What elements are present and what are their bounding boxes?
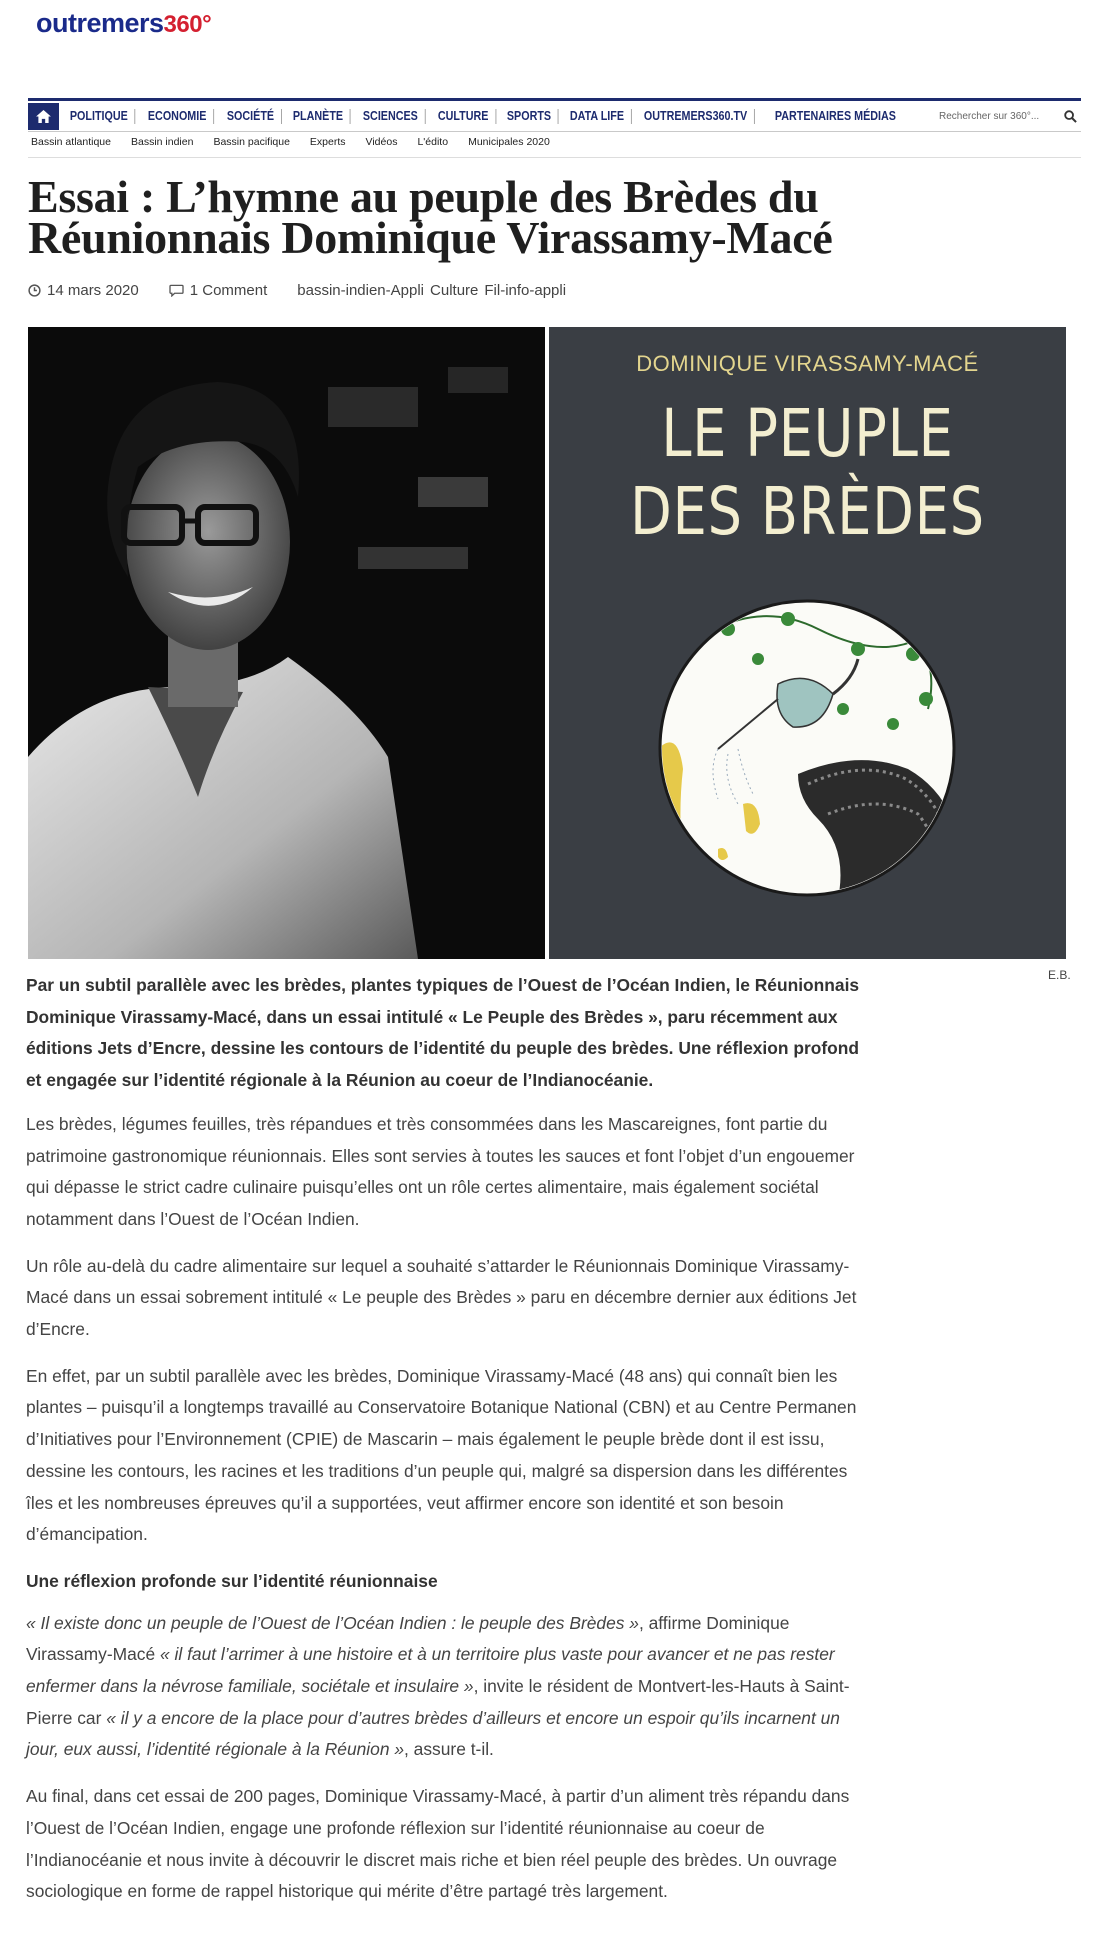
logo-number: 360°: [163, 11, 212, 38]
nav-item-politique[interactable]: POLITIQUE: [63, 109, 136, 124]
paragraph-line: notamment dans l’Ouest de l’Océan Indien.: [26, 1208, 360, 1229]
article-meta: [28, 282, 602, 299]
nav-item-planete[interactable]: PLANÈTE: [286, 109, 351, 124]
quote-text: jour, eux aussi, l’identité régionale à la Réunion »: [26, 1739, 405, 1760]
lead-line: Dominique Virassamy-Macé, dans un essai intitulé « Le Peuple des Brèdes », paru récemment aux: [26, 1006, 838, 1027]
paragraph-line: sociologique en forme de rappel historique qui mérite d’être partagé très largement.: [26, 1881, 668, 1902]
subnav-item-videos[interactable]: Vidéos: [365, 136, 398, 148]
book-cover-title: [596, 395, 1020, 551]
nav-item-economie[interactable]: ECONOMIE: [141, 109, 214, 124]
article-comments-link[interactable]: [169, 282, 268, 299]
lead-line: et engagée sur l’identité régionale à la Réunion au coeur de l’Indianocéanie.: [26, 1070, 654, 1091]
paragraph-line: îles et les nombreuses épreuves qu’il a supportées, veut affirmer encore son identité et son besoin: [26, 1492, 784, 1513]
article-categories: [297, 282, 572, 299]
quote-attribution: , affirme Dominique: [638, 1612, 790, 1633]
lead-line: éditions Jets d’Encre, dessine les contours de l’identité du peuple des brèdes. Une réflexion profond: [26, 1038, 859, 1059]
nav-item-partenaires-medias[interactable]: PARTENAIRES MÉDIAS: [774, 108, 896, 123]
article-quote-paragraph: [26, 1608, 1041, 1767]
article-title: [28, 171, 1088, 263]
search-input[interactable]: [937, 110, 1059, 123]
site-logo[interactable]: [36, 8, 211, 39]
book-cover-title-line-1: LE PEUPLE: [661, 395, 954, 472]
subnav-item-municipales-2020[interactable]: Municipales 2020: [468, 136, 550, 148]
search-icon: [1064, 110, 1077, 123]
quote-text: « il y a encore de la place pour d’autres brèdes d’ailleurs et encore un espoir qu’ils incarnent un: [106, 1707, 840, 1728]
search-box: [937, 101, 1081, 131]
home-icon: [36, 110, 51, 123]
subnav-item-bassin-pacifique[interactable]: Bassin pacifique: [213, 136, 290, 148]
quote-text: « il faut l’arrimer à une histoire et à un territoire plus vaste pour avancer et ne pas rester: [160, 1644, 835, 1665]
comment-icon: [169, 284, 184, 297]
subnav-item-edito[interactable]: L'édito: [417, 136, 449, 148]
book-cover-image: [549, 327, 1066, 959]
paragraph-line: qui dépasse le strict cadre culinaire puisqu’elles ont un rôle certes alimentaire, mais également sociétal: [26, 1177, 819, 1198]
quote-attribution: Virassamy-Macé: [26, 1644, 161, 1665]
lead-line: Par un subtil parallèle avec les brèdes, plantes typiques de l’Ouest de l’Océan Indien, le Réunionnais: [26, 975, 860, 995]
article-paragraph: [26, 1109, 1041, 1236]
category-link[interactable]: bassin-indien-Appli: [297, 282, 425, 299]
article-paragraph: [26, 1251, 1041, 1346]
subnav-divider: [28, 157, 1081, 158]
article-body: [26, 970, 1041, 1923]
book-cover-title-line-2: DES BRÈDES: [630, 473, 985, 550]
nav-item-societe[interactable]: SOCIÉTÉ: [220, 109, 282, 124]
article-title-line-1: Essai : L’hymne au peuple des Brèdes du: [28, 171, 819, 222]
paragraph-line: Macé dans un essai sobrement intitulé « Le peuple des Brèdes » paru en décembre dernier aux éditions Jet: [26, 1287, 857, 1308]
book-cover-illustration: [658, 599, 956, 897]
paragraph-line: patrimoine gastronomique réunionnais. Elles sont servies à toutes les sauces et font l’objet d’un engouemer: [26, 1145, 855, 1166]
article-date-text: 14 mars 2020: [47, 282, 139, 299]
logo-word: outremers: [36, 8, 164, 38]
paragraph-line: Au final, dans cet essai de 200 pages, Dominique Virassamy-Macé, à partir d’un aliment très répandu dans: [26, 1786, 850, 1807]
search-button[interactable]: [1059, 105, 1081, 127]
article-lead: [26, 970, 1041, 1097]
paragraph-line: plantes – puisqu’il a longtemps travaillé au Conservatoire Botanique National (CBN) et au Centre Permanen: [26, 1397, 857, 1418]
book-cover-author: DOMINIQUE VIRASSAMY-MACÉ: [636, 351, 979, 376]
home-button[interactable]: [28, 103, 59, 130]
nav-item-outremers360-tv[interactable]: OUTREMERS360.TV: [637, 109, 755, 124]
nav-menu: [63, 101, 919, 131]
article-title-line-2: Réunionnais Dominique Virassamy-Macé: [28, 212, 833, 263]
article-subheading: Une réflexion profonde sur l’identité réunionnaise: [26, 1570, 438, 1591]
subnav-item-bassin-indien[interactable]: Bassin indien: [130, 136, 194, 148]
article-date: [28, 282, 139, 299]
paragraph-line: dessine les contours, les racines et les traditions d’un peuple qui, malgré sa dispersion dans les différentes: [26, 1460, 848, 1481]
quote-text: enfermer dans la névrose familiale, sociétale et insulaire »: [26, 1676, 474, 1697]
category-link[interactable]: Fil-info-appli: [484, 282, 567, 299]
quote-attribution: , invite le résident de Montvert-les-Hauts à Saint-: [473, 1676, 850, 1697]
nav-item-culture[interactable]: CULTURE: [431, 109, 496, 124]
article-paragraph: [26, 1361, 1041, 1551]
nav-item-data-life[interactable]: DATA LIFE: [563, 109, 632, 124]
image-credit: E.B.: [1048, 968, 1071, 982]
paragraph-line: En effet, par un subtil parallèle avec les brèdes, Dominique Virassamy-Macé (48 ans) qui connaît bien les: [26, 1365, 838, 1386]
nav-item-sports[interactable]: SPORTS: [500, 109, 559, 124]
paragraph-line: d’Initiatives pour l’Environnement (CPIE) de Mascarin – mais également le peuple brède dont il est issu,: [26, 1429, 825, 1450]
quote-attribution: , assure t-il.: [404, 1739, 494, 1760]
subnav-item-bassin-atlantique[interactable]: Bassin atlantique: [31, 136, 111, 148]
article-paragraph: [26, 1781, 1041, 1908]
quote-text: « Il existe donc un peuple de l’Ouest de l’Océan Indien : le peuple des Brèdes »: [26, 1612, 639, 1633]
paragraph-line: d’émancipation.: [26, 1524, 148, 1545]
nav-item-sciences[interactable]: SCIENCES: [356, 109, 426, 124]
quote-attribution: Pierre car: [26, 1707, 107, 1728]
paragraph-line: Un rôle au-delà du cadre alimentaire sur lequel a souhaité s’attarder le Réunionnais Dominique Virassamy-: [26, 1255, 850, 1276]
main-navigation: [28, 98, 1081, 132]
author-photo: [28, 327, 545, 959]
article-comments-text: 1 Comment: [189, 282, 268, 299]
paragraph-line: l’Ouest de l’Océan Indien, engage une profonde réflexion sur l’identité réunionnaise au coeur de: [26, 1817, 765, 1838]
paragraph-line: d’Encre.: [26, 1319, 90, 1340]
clock-icon: [28, 284, 41, 297]
subnav-item-experts[interactable]: Experts: [309, 136, 346, 148]
paragraph-line: l’Indianocéanie et nous invite à découvrir le discret mais riche et bien réel peuple des brèdes. Un ouvrage: [26, 1849, 838, 1870]
paragraph-line: Les brèdes, légumes feuilles, très répandues et très consommées dans les Mascareignes, font partie du: [26, 1113, 828, 1134]
sub-navigation: [31, 136, 570, 148]
category-link[interactable]: Culture: [430, 282, 479, 299]
